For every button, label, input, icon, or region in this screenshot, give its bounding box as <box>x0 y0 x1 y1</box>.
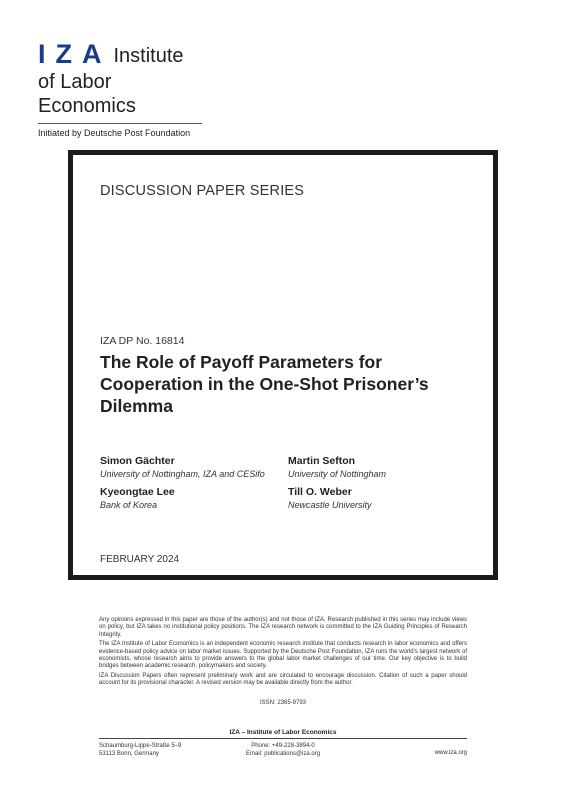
disclaimer-paragraph: Any opinions expressed in this paper are those of the author(s) and not those of IZA. Research published in this series may include views on policy, but IZA takes no institutional policy positions. The IZA research network is committed to the IZA Guiding Principles of Research Integrity. <box>99 617 467 638</box>
author-affiliation: Bank of Korea <box>100 500 158 510</box>
disclaimer-text <box>99 617 467 690</box>
cover-frame <box>68 150 498 580</box>
logo-institute-text: Institute <box>113 45 184 67</box>
disclaimer-paragraph: IZA Discussion Papers often represent preliminary work and are circulated to encourage discussion. Citation of such a paper should account for its provisional character. A revised version may be available directly from the author. <box>99 673 467 687</box>
author-block <box>100 455 265 479</box>
author-name: Kyeongtae Lee <box>100 486 175 498</box>
footer-divider <box>99 738 467 739</box>
author-affiliation: University of Nottingham, IZA and CESifo <box>100 469 265 479</box>
author-name: Martin Sefton <box>288 455 356 467</box>
address-line: 53113 Bonn, Germany <box>99 751 159 757</box>
phone-number: Phone: +49-228-3894-0 <box>251 743 315 749</box>
iza-logo <box>38 36 213 138</box>
author-block <box>288 486 372 510</box>
paper-title: The Role of Payoff Parameters for Cooperation in the One-Shot Prisoner’s Dilemma <box>100 352 429 416</box>
author-affiliation: Newcastle University <box>288 500 372 510</box>
email-link[interactable]: Email: publications@iza.org <box>245 751 321 757</box>
logo-divider <box>38 123 202 124</box>
issn: ISSN: 2365-9793 <box>259 700 307 706</box>
logo-tagline: Initiated by Deutsche Post Foundation <box>38 128 191 138</box>
footer-title: IZA – Institute of Labor Economics <box>229 729 337 736</box>
logo-labor-economics-text: of Labor Economics <box>38 71 136 117</box>
author-name: Till O. Weber <box>288 486 352 498</box>
author-affiliation: University of Nottingham <box>288 469 387 479</box>
disclaimer-paragraph: The IZA Institute of Labor Economics is an independent economic research institute that conducts research in labor economics and offers evidence-based policy advice on labor market issues. Supported by the Deutsche Post Foundation, IZA runs the world’s largest network of economists, whose research aims to provide answers to the global labor market challenges of our time. Our key objective is to build bridges between academic research, policymakers and society. <box>99 641 467 670</box>
author-block <box>100 486 175 510</box>
dp-number: IZA DP No. 16814 <box>100 335 185 347</box>
publication-date: FEBRUARY 2024 <box>100 554 180 565</box>
author-block <box>288 455 386 479</box>
author-name: Simon Gächter <box>100 455 175 467</box>
logo-iza-wordmark: IZA <box>38 39 112 69</box>
address-line: Schaumburg-Lippe-Straße 5–9 <box>99 743 182 749</box>
website-link[interactable]: www.iza.org <box>434 750 467 756</box>
series-heading: DISCUSSION PAPER SERIES <box>100 183 305 199</box>
